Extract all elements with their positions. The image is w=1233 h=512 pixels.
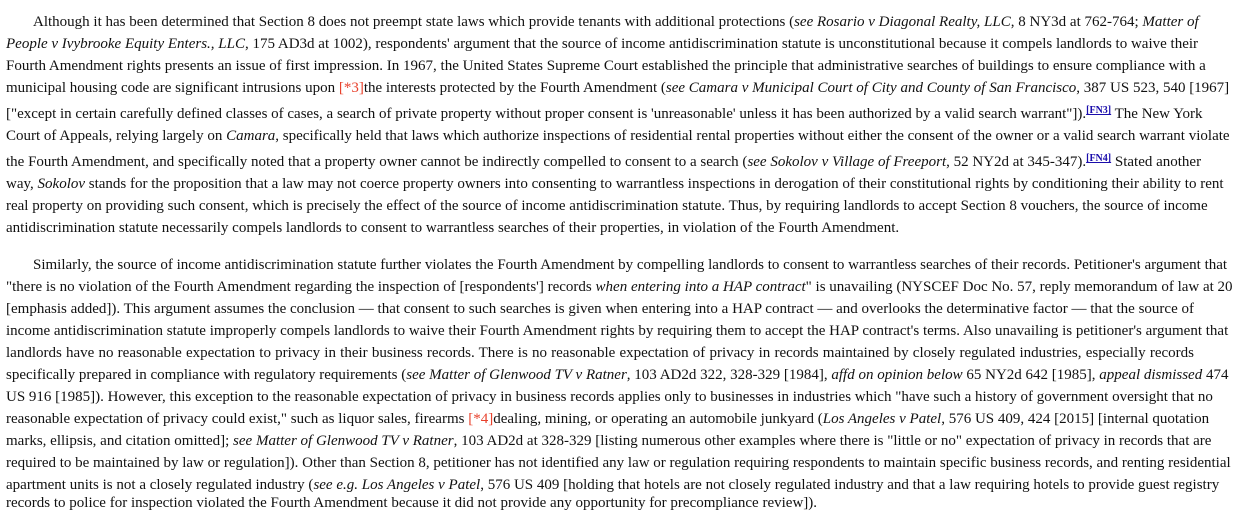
text-line: marks, ellipsis, and citation omitted]; see Matter of Glenwood TV v Ratner, 103 AD2d at 328-329 [listing numerous other examples where there is "little or no" expectation of privacy in records that are	[6, 433, 1212, 449]
case-citation: Matter of	[1142, 14, 1199, 30]
case-history: affd on opinion below	[831, 367, 963, 383]
text-line: Court of Appeals, relying largely on Camara, specifically held that laws which authorize inspections of residential rental properties without either the consent of the owner or a valid search warrant violate	[6, 128, 1230, 144]
text-line: real property on providing such consent, which is precisely the effect of the source of income antidiscrimination statute. Thus, by requiring landlords to accept Section 8 vouchers, the source of income	[6, 198, 1208, 214]
text-line: reasonable expectation of privacy could exist," such as liquor sales, firearms [*4]dealing, mining, or operating an automobile junkyard (Los Angeles v Patel, 576 US 409, 424 [2015] [internal quotation	[6, 411, 1210, 427]
text-line: [emphasis added]). This argument assumes the conclusion — that consent to such searches is given when entering into a HAP contract — and overlooks the determinative factor — that the source of	[6, 301, 1194, 317]
text-line: apartment units is not a closely regulated industry (see e.g. Los Angeles v Patel, 576 US 409 [holding that hotels are not closely regulated industry and that a law requiring hotels to provide guest registry	[6, 477, 1220, 493]
case-history: appeal dismissed	[1099, 367, 1203, 383]
case-citation: see Camara v Municipal Court of City and County of San Francisco	[665, 80, 1077, 96]
text-line: US 916 [1985]). However, this exception to the reasonable expectation of privacy in business records applies only to businesses in industries which "have such a history of government oversight that no	[6, 389, 1213, 405]
case-citation: see Rosario v Diagonal Realty, LLC	[794, 14, 1011, 30]
text-line: Although it has been determined that Section 8 does not preempt state laws which provide tenants with additional protections (see Rosario v Diagonal Realty, LLC, 8 NY3d at 762-764; Matter of	[33, 14, 1199, 30]
case-citation: Los Angeles v Patel	[822, 411, 942, 427]
text-line: Fourth Amendment rights presents an issue of first impression. In 1967, the United States Supreme Court established the principle that administrative searches of buildings to ensure compliance with a	[6, 58, 1206, 74]
text-line: landlords have no reasonable expectation to privacy in their business records. There is no reasonable expectation of privacy in records maintained by closely regulated industries, especially records	[6, 345, 1194, 361]
case-citation: see Matter of Glenwood TV v Ratner	[406, 367, 627, 383]
text-line: the Fourth Amendment, and specifically noted that a property owner cannot be indirectly compelled to consent to a search (see Sokolov v Village of Freeport, 52 NY2d at 345-347).[FN4] Stated another	[6, 153, 1202, 170]
page-marker-4[interactable]: [*4]	[468, 411, 494, 427]
text-line: Similarly, the source of income antidiscrimination statute further violates the Fourth Amendment by compelling landlords to consent to warrantless searches of their records. Petitioner's argument that	[33, 257, 1228, 273]
text-line: way, Sokolov stands for the proposition that a law may not coerce property owners into consenting to warrantless inspections in derogation of their constitutional rights by conditioning their ability to rent	[6, 176, 1224, 192]
case-citation: People v Ivybrooke Equity Enters., LLC	[6, 36, 245, 52]
case-citation: Sokolov	[37, 176, 86, 192]
text-line: specifically prepared in compliance with regulatory requirements (see Matter of Glenwood TV v Ratner, 103 AD2d 322, 328-329 [1984], affd on opinion below 65 NY2d 642 [1985], appeal dismissed 474	[6, 367, 1229, 383]
footnote-link-fn3[interactable]: [FN3]	[1086, 105, 1112, 116]
case-citation: Camara	[226, 128, 276, 144]
text-line: income antidiscrimination statute improperly compels landlords to waive their Fourth Amendment rights by requiring them to accept the HAP contract's terms. Also unavailing is petitioner's argument that	[6, 323, 1229, 339]
text-line: municipal housing code are significant intrusions upon [*3]the interests protected by the Fourth Amendment (see Camara v Municipal Court of City and County of San Francisco, 387 US 523, 540 [1967]	[6, 80, 1230, 96]
text-line: antidiscrimination statute necessarily compels landlords to consent to warrantless searches of their properties, in violation of the Fourth Amendment.	[6, 220, 900, 236]
text-line: People v Ivybrooke Equity Enters., LLC, 175 AD3d at 1002), respondents' argument that the source of income antidiscrimination statute is unconstitutional because it compels landlords to waive their	[6, 36, 1199, 52]
page-marker-3[interactable]: [*3]	[338, 80, 364, 96]
case-citation: see e.g. Los Angeles v Patel	[313, 477, 481, 493]
text-line: "there is no violation of the Fourth Amendment regarding the inspection of [respondents'] records when entering into a HAP contract" is unavailing (NYSCEF Doc No. 57, reply memorandum of law at 20	[6, 279, 1233, 295]
text-line: required to be maintained by law or regulation]). Other than Section 8, petitioner has not identified any law or regulation requiring respondents to maintain specific business records, and renting residential	[6, 455, 1231, 471]
case-citation: see Matter of Glenwood TV v Ratner	[233, 433, 454, 449]
case-citation: see Sokolov v Village of Freeport	[747, 154, 947, 170]
footnote-link-fn4[interactable]: [FN4]	[1086, 153, 1112, 164]
text-line-cut-off: records to police for inspection violated the Fourth Amendment because it did not provide any opportunity for precompliance review]).	[6, 495, 818, 511]
emphasis: when entering into a HAP contract	[595, 279, 806, 295]
text-line: ["except in certain carefully defined classes of cases, a search of private property without proper consent is 'unreasonable' unless it has been authorized by a valid search warrant"]).[FN3] The New York	[6, 105, 1203, 122]
